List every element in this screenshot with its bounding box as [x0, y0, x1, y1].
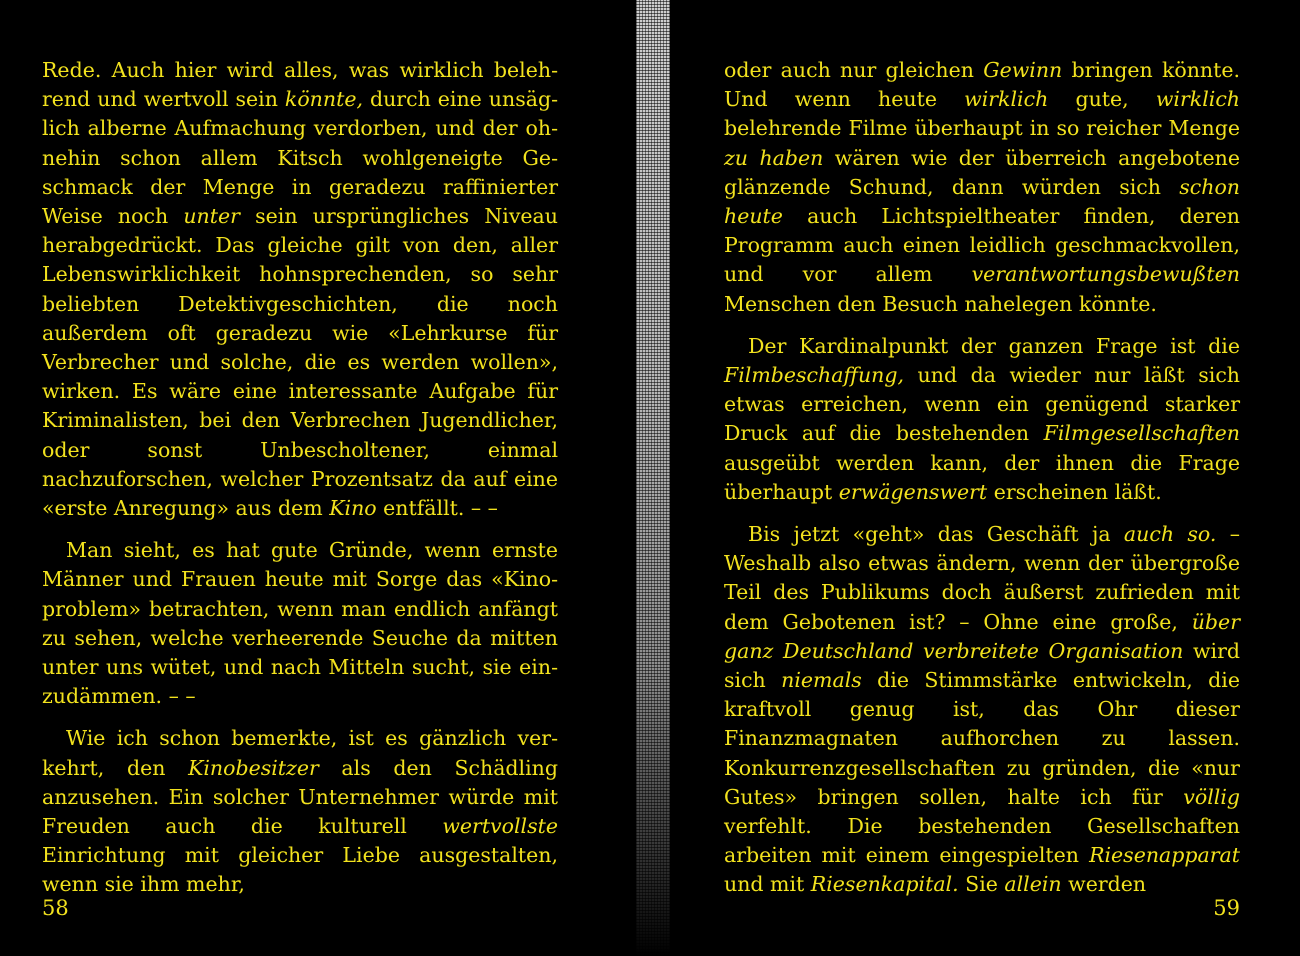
right-paragraph-3: [724, 520, 1240, 900]
text-run: Sie: [958, 872, 1005, 897]
page-number-left: 58: [42, 896, 69, 920]
text-run: als den Schädling anzusehen. Ein solcher Unternehmer würde mit Freuden auch die kulturell: [42, 755, 558, 839]
text-run: oder auch nur gleichen: [724, 58, 984, 82]
text-run: auch Lichtspieltheater finden, deren Programm auch einen leidlich geschmackvollen, und vor allem: [724, 204, 1240, 287]
text-run: erscheinen läßt.: [987, 479, 1162, 504]
text-run: sein ursprüngliches Niveau herabgedrückt. Das gleiche gilt von den, aller Lebenswirklichkeit hohnsprechenden, so sehr beliebten Detektivgeschichten, die noch außerdem oft geradezu wie «Lehrkurse für Verbrecher und solche, die es werden wollen», wirken. Es wäre eine interessante Aufgabe für Kriminalisten, bei den Verbrechen Jugendlicher, oder sonst Unbescholtener, einmal nachzuforschen, welcher Prozentsatz da auf eine «erste Anregung» aus dem: [42, 204, 558, 521]
right-paragraph-2: [724, 332, 1240, 507]
right-paragraph-1: [724, 56, 1240, 319]
italic-text: schon heute: [724, 174, 1240, 229]
italic-text: Kinobesitzer: [188, 755, 319, 780]
text-run: werden: [1061, 872, 1147, 897]
left-page-text: [42, 56, 558, 900]
text-run: gute,: [1048, 87, 1156, 112]
text-run: entfällt. – –: [376, 496, 498, 521]
italic-text: könnte,: [284, 87, 363, 112]
text-run: wird sich: [724, 638, 1240, 693]
text-run: verfehlt. Die bestehenden Gesellschaften arbeiten mit einem eingespielten: [724, 814, 1240, 868]
text-run: Einrichtung mit gleicher Liebe ausgestalten, wenn sie ihm mehr,: [42, 843, 558, 897]
italic-text: wirklich: [1155, 87, 1240, 112]
italic-text: allein: [1004, 872, 1062, 897]
left-page: [42, 56, 558, 936]
text-run: Menschen den Besuch nahelegen könnte.: [724, 291, 1157, 316]
italic-text: Riesenapparat: [1089, 843, 1240, 868]
italic-text: wirklich: [964, 87, 1049, 112]
italic-text: völlig: [1183, 784, 1240, 809]
italic-text: Filmgesellschaften: [1043, 421, 1240, 446]
text-run: die Stimmstärke entwickeln, die kraftvoll genug ist, das Ohr dieser Finanzmagnaten aufhorchen zu lassen. Konkurrenzgesellschaften zu gründen, die «nur Gutes» bringen sollen, halte ich für: [724, 668, 1240, 809]
italic-text: zu haben: [724, 145, 824, 170]
page-number-right: 59: [1213, 896, 1240, 920]
italic-text: erwägenswert: [838, 479, 988, 504]
text-run: und mit: [724, 872, 811, 897]
italic-text: Riesenkapital.: [810, 872, 959, 897]
right-page: [724, 56, 1240, 936]
text-run: ausgeübt werden kann, der ihnen die Frage überhaupt: [724, 450, 1240, 504]
italic-text: unter: [183, 204, 240, 229]
text-run: Der Kardinalpunkt der ganzen Frage ist die: [748, 333, 1240, 358]
italic-text: wertvollste: [442, 814, 558, 839]
text-run: Bis jetzt «geht» das Geschäft ja: [748, 522, 1124, 547]
text-run: Man sieht, es hat gute Gründe, wenn ernste Männer und Frauen heute mit Sorge das «Kinoproblem» betrachten, wenn man endlich anfängt zu sehen, welche verheerende Seuche da mitten unter uns wütet, und nach Mitteln sucht, sie einzudämmen. – –: [42, 538, 558, 709]
text-run: – Weshalb also etwas ändern, wenn der übergroße Teil des Publikums doch äußerst zufrieden mit dem Gebotenen ist? – Ohne eine große,: [724, 522, 1240, 634]
text-run: durch eine unsäglich alberne Aufmachung verdorben, und der ohnehin schon allem Kitsch wohlgeneigte Geschmack der Menge in geradezu raffinierter Weise noch: [42, 87, 559, 229]
italic-text: Kino: [329, 496, 377, 521]
italic-text: verantwortungsbewußten: [971, 262, 1240, 287]
text-run: Wie ich schon bemerkte, ist es gänzlich verkehrt, den: [42, 726, 558, 780]
book-gutter: [636, 0, 670, 956]
italic-text: auch so.: [1123, 522, 1217, 547]
gutter-shadow-left: [626, 0, 636, 956]
right-page-text: [724, 56, 1240, 900]
text-run: und da wieder nur läßt sich etwas erreichen, wenn ein genügend starker Druck auf die bestehenden: [724, 363, 1240, 446]
left-paragraph-3: [42, 724, 558, 899]
text-run: bringen könnte. Und wenn heute: [724, 58, 1240, 112]
left-paragraph-1: [42, 56, 558, 523]
text-run: wären wie der überreich angebotene glänzende Schund, dann würden sich: [724, 145, 1240, 199]
gutter-shadow-right: [670, 0, 680, 956]
italic-text: Filmbeschaffung,: [724, 363, 905, 388]
text-run: belehrende Filme überhaupt in so reicher Menge: [724, 116, 1240, 141]
italic-text: niemals: [781, 668, 862, 693]
italic-text: über ganz Deutschland verbreitete Organisation: [724, 609, 1240, 663]
left-paragraph-2: [42, 536, 558, 711]
italic-text: Gewinn: [983, 58, 1063, 82]
text-run: Rede. Auch hier wird alles, was wirklich belehrend und wertvoll sein: [42, 58, 558, 112]
